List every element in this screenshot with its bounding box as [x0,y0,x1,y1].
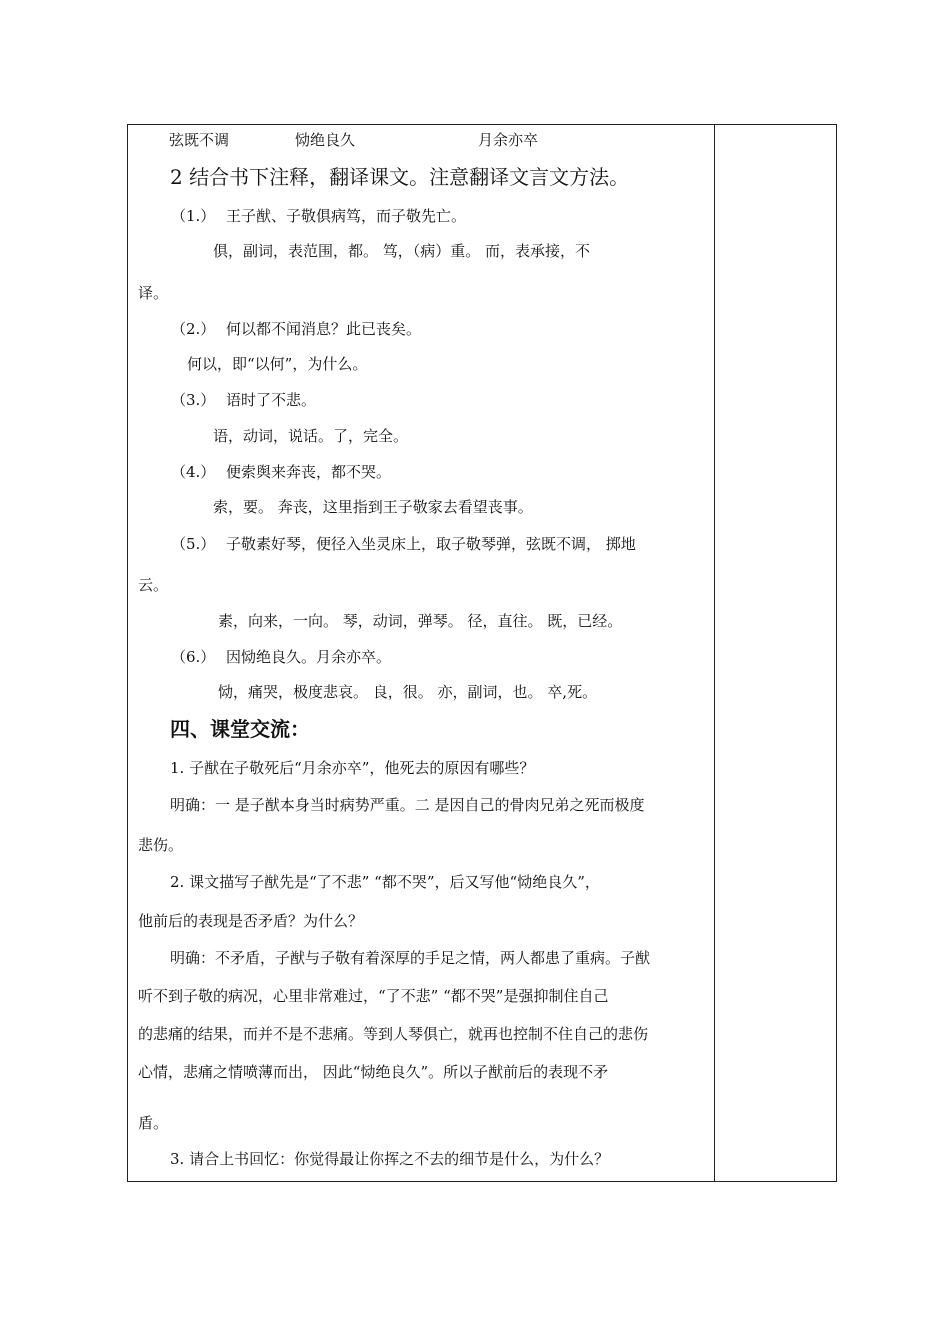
section-4-heading: 四、课堂交流： [170,717,310,741]
answer-2-line-2: 听不到子敬的病况，心里非常难过，“了不悲” “都不哭”是强抑制住自己 [138,987,609,1005]
item-number: （4.） [171,463,216,481]
answer-1: 明确：一 是子猷本身当时病势严重。二 是因自己的骨肉兄弟之死而极度 [170,796,645,814]
item-sentence: 王子猷、子敬俱病笃，而子敬先亡。 [226,207,467,225]
item-sentence: 子敬素好琴，便径入坐灵床上，取子敬琴弹，弦既不调， 掷地 [226,535,636,553]
item-number: （3.） [171,391,216,409]
item-note: 索，要。 奔丧，这里指到王子敬家去看望丧事。 [213,498,533,516]
answer-2-line-5: 盾。 [138,1114,169,1132]
question-2-cont: 他前后的表现是否矛盾？为什么？ [138,912,364,930]
item-note: 俱，副词，表范围，都。 笃，（病）重。 而，表承接，不 [213,242,591,260]
question-2: 2. 课文描写子猷先是“了不悲” “都不哭”，后又写他“恸绝良久”， [170,873,600,891]
item-note: 恸，痛哭，极度悲哀。 良，很。 亦，副词，也。 卒,死。 [218,683,598,701]
answer-2-line-4: 心情，悲痛之情喷薄而出， 因此“恸绝良久”。所以子猷前后的表现不矛 [138,1063,609,1081]
item-number: （1.） [171,207,216,225]
item-number: （2.） [171,320,216,338]
vocab-word-3: 月余亦卒 [478,131,539,149]
item-sentence: 何以都不闻消息？此已丧矣。 [226,320,422,338]
question-1: 1. 子猷在子敬死后“月余亦卒”，他死去的原因有哪些？ [170,759,535,777]
item-number: （6.） [171,648,216,666]
answer-1-cont: 悲伤。 [138,836,184,854]
item-note: 素，向来，一向。 琴，动词，弹琴。 径，直往。 既，已经。 [218,612,623,630]
answer-2: 明确：不矛盾，子猷与子敬有着深厚的手足之情，两人都患了重病。子猷 [170,949,651,967]
item-note: 何以，即“以何”，为什么。 [187,355,368,373]
section-2-title: 2 结合书下注释，翻译课文。注意翻译文言文方法。 [170,165,630,189]
item-sentence: 因恸绝良久。月余亦卒。 [226,648,392,666]
answer-2-line-3: 的悲痛的结果，而并不是不悲痛。等到人琴俱亡，就再也控制不住自己的悲伤 [138,1025,649,1043]
question-3: 3. 请合上书回忆：你觉得最让你挥之不去的细节是什么，为什么？ [170,1150,610,1168]
item-sentence-cont: 云。 [138,576,169,594]
item-note-cont: 译。 [138,284,169,302]
column-divider [714,124,715,1182]
item-sentence: 便索舆来奔丧，都不哭。 [226,463,392,481]
item-number: （5.） [171,535,216,553]
vocab-word-2: 恸绝良久 [295,131,356,149]
item-note: 语，动词，说话。了，完全。 [213,427,409,445]
vocab-word-1: 弦既不调 [169,131,230,149]
item-sentence: 语时了不悲。 [226,391,317,409]
